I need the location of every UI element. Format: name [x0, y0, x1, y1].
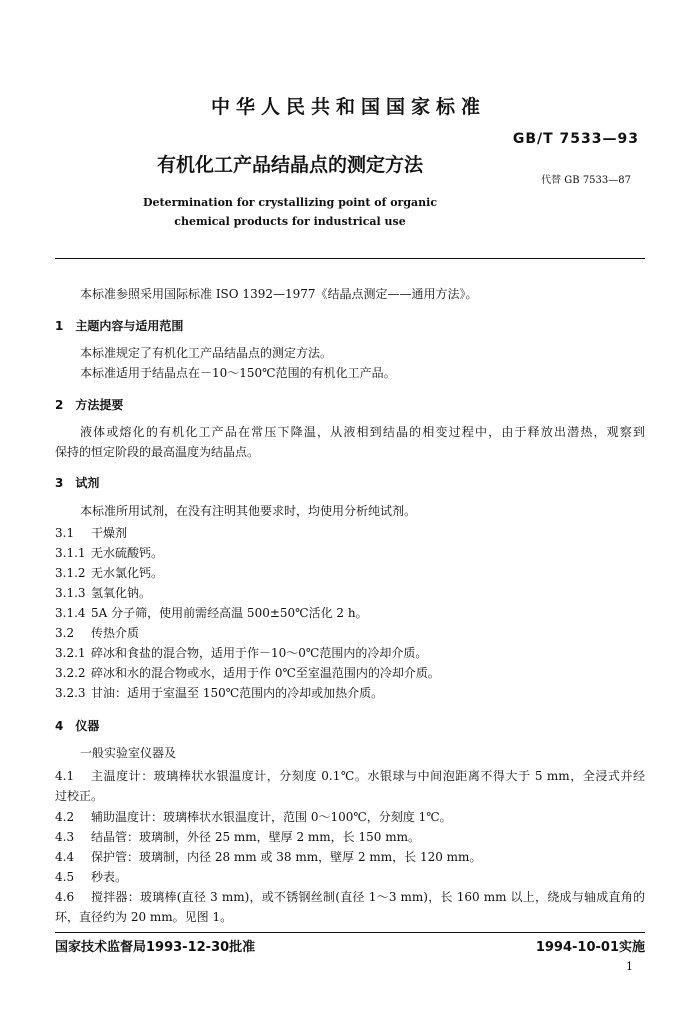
list-item: [55, 586, 151, 600]
item-text: 结晶管：玻璃制，外径 25 mm，壁厚 2 mm，长 150 mm。: [91, 830, 420, 844]
item-number: 3.1: [55, 526, 75, 540]
replaces-note: 代替 GB 7533—87: [541, 175, 631, 186]
item-text: 氢氧化钠。: [91, 586, 152, 600]
item-text-continued: 环，直径约为 20 mm。见图 1。: [55, 910, 233, 924]
list-item: [55, 666, 440, 680]
list-item: [55, 566, 163, 580]
item-text: 碎冰和食盐的混合物，适用于作－10～0℃范围内的冷却介质。: [91, 646, 428, 660]
section-3-heading: 3 试剂: [55, 476, 100, 490]
section-4-paragraph: 一般实验室仪器及: [80, 746, 177, 760]
item-number: 4.6: [55, 890, 75, 904]
item-text: 传热介质: [91, 626, 140, 640]
list-item: [55, 546, 163, 560]
section-2-heading: 2 方法提要: [55, 398, 124, 412]
section-1-heading: 1 主题内容与适用范围: [55, 319, 184, 333]
item-number: 3.2.1: [55, 646, 86, 660]
item-text: 保护管：玻璃制，内径 28 mm 或 38 mm，壁厚 2 mm，长 120 mm。: [91, 850, 482, 864]
item-number: 3.2.3: [55, 686, 86, 700]
item-number: 3.1.4: [55, 606, 86, 620]
list-item: [55, 890, 645, 904]
section-1-paragraph-2: 本标准适用于结晶点在－10～150℃范围的有机化工产品。: [80, 366, 396, 380]
list-item: [55, 626, 139, 640]
item-text: 无水氯化钙。: [91, 566, 164, 580]
item-number: 3.1.3: [55, 586, 86, 600]
list-item: [55, 850, 481, 864]
item-text: 主温度计：玻璃棒状水银温度计，分刻度 0.1℃。水银球与中间泡距离不得大于 5 mm，全浸式并经: [91, 769, 645, 783]
list-item: [55, 526, 127, 540]
item-number: 4.1: [55, 769, 75, 783]
national-standard-title: 中华人民共和国国家标准: [210, 96, 486, 118]
item-number: 3.2: [55, 626, 75, 640]
item-text-continued: 过校正。: [55, 789, 104, 803]
approval-date: 国家技术监督局1993-12-30批准: [55, 940, 256, 955]
english-title: [0, 193, 580, 231]
document-title: 有机化工产品结晶点的测定方法: [156, 154, 423, 176]
item-text: 碎冰和水的混合物或水，适用于作 0℃至室温范围内的冷却介质。: [91, 666, 440, 680]
effective-date: 1994-10-01实施: [535, 940, 645, 955]
list-item: [55, 686, 383, 700]
item-number: 4.5: [55, 870, 75, 884]
section-2-paragraph-line1: 液体或熔化的有机化工产品在常压下降温，从液相到结晶的相变过程中，由于释放出潜热，观察到: [80, 425, 645, 439]
list-item: [55, 646, 427, 660]
list-item: [55, 870, 127, 884]
item-number: 3.1.2: [55, 566, 86, 580]
item-number: 3.1.1: [55, 546, 86, 560]
item-text: 辅助温度计：玻璃棒状水银温度计，范围 0～100℃，分刻度 1℃。: [91, 810, 452, 824]
standard-number: GB/T 7533—93: [512, 131, 639, 147]
english-title-line2: chemical products for industrical use: [174, 215, 406, 228]
list-item: [55, 830, 420, 844]
item-text: 秒表。: [91, 870, 128, 884]
item-text: 5A 分子筛，使用前需经高温 500±50℃活化 2 h。: [91, 606, 368, 620]
item-number: 4.3: [55, 830, 75, 844]
section-4-heading: 4 仪器: [55, 719, 100, 733]
section-1-paragraph-1: 本标准规定了有机化工产品结晶点的测定方法。: [80, 346, 333, 360]
item-text: 无水硫酸钙。: [91, 546, 164, 560]
item-text: 干燥剂: [91, 526, 128, 540]
footer-divider: [55, 932, 645, 933]
header-divider: [55, 258, 645, 259]
english-title-line1: Determination for crystallizing point of organic: [142, 196, 438, 209]
item-text: 甘油：适用于室温至 150℃范围内的冷却或加热介质。: [91, 686, 384, 700]
list-item: [55, 606, 368, 620]
item-number: 3.2.2: [55, 666, 86, 680]
section-2-paragraph-line2: 保持的恒定阶段的最高温度为结晶点。: [55, 445, 260, 459]
item-number: 4.2: [55, 810, 75, 824]
list-item: [55, 810, 452, 824]
section-3-paragraph: 本标准所用试剂，在没有注明其他要求时，均使用分析纯试剂。: [80, 504, 417, 518]
intro-paragraph: 本标准参照采用国际标准 ISO 1392—1977《结晶点测定——通用方法》。: [80, 287, 478, 301]
page-number: 1: [626, 960, 633, 973]
list-item: [55, 769, 645, 783]
item-number: 4.4: [55, 850, 75, 864]
item-text: 搅拌器：玻璃棒(直径 3 mm)，或不锈钢丝制(直径 1～3 mm)，长 160 mm 以上，绕成与轴成直角的: [91, 890, 645, 904]
